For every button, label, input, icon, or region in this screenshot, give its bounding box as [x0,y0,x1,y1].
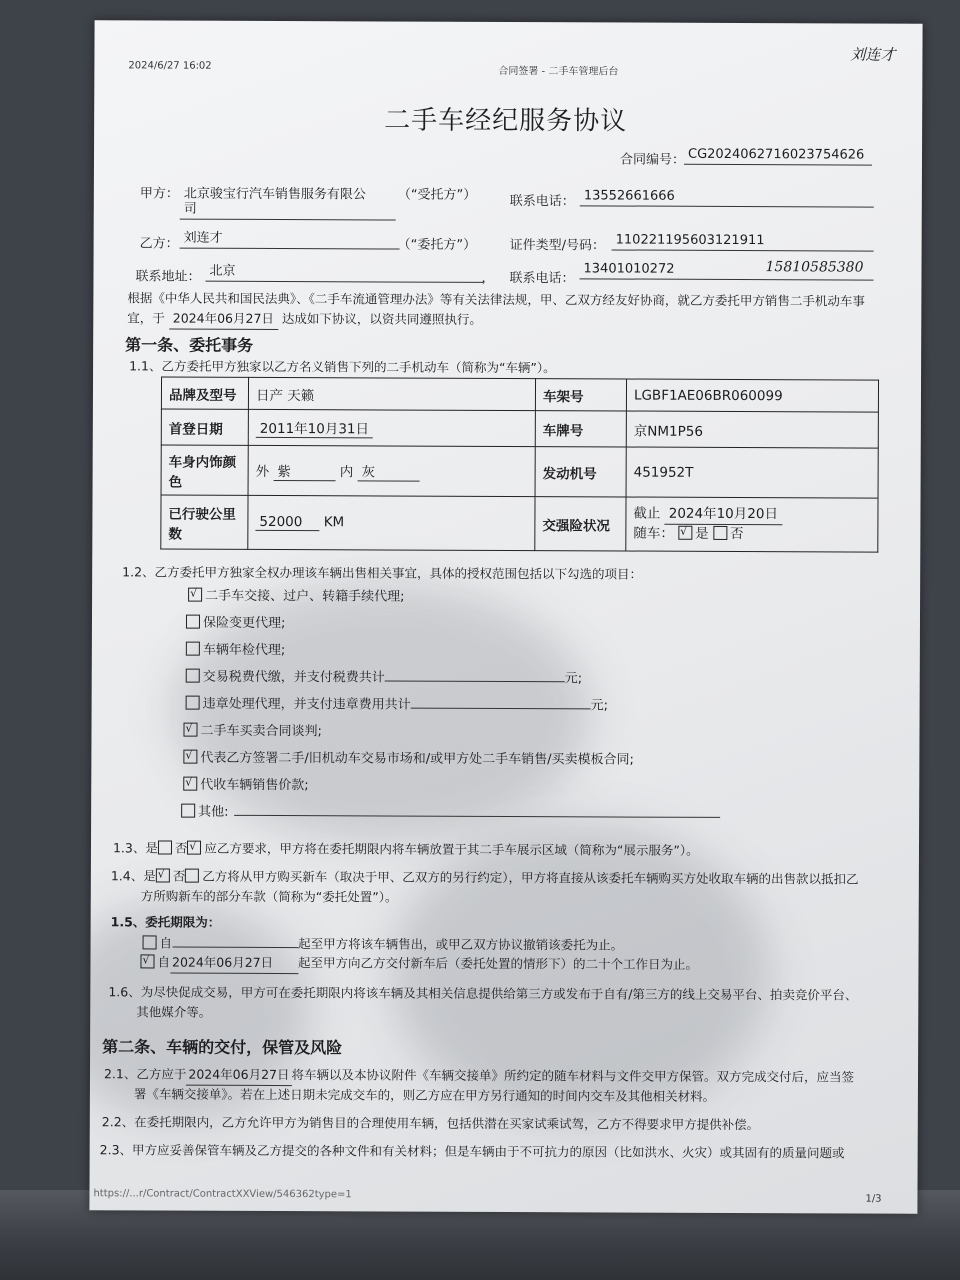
auth-label-5: 违章处理代理，并支付违章费用共计 [202,696,411,713]
party-a-phone: 13552661666 [580,187,874,207]
auth-label-7: 代表乙方签署二手/旧机动车交易市场和/或甲方处二手车销售/买卖模板合同; [200,750,634,768]
vin-label: 车架号 [535,379,626,411]
term-option-1-text: 起至甲方将该车辆售出，或甲乙双方协议撤销该委托为止。 [298,936,624,953]
insurance-no-label: 否 [729,525,744,543]
brand-value: 日产 天籁 [248,377,535,410]
term-option-1-date-blank[interactable] [172,933,298,949]
violation-amount-blank[interactable] [411,694,591,710]
mileage-unit: KM [323,514,345,531]
contract-no: CG2024062716023754626 [684,146,872,166]
engine-label: 发动机号 [535,447,626,497]
party-a-name-line2: 司 [180,201,396,221]
page-number: 1/3 [865,1193,882,1205]
auth-item-9 [181,801,720,822]
mileage-label: 已行驶公里数 [161,495,248,549]
term-option-2-from: 自 [157,954,171,970]
document-title: 二手车经纪服务协议 [384,105,628,137]
auth-label-9: 其他: [198,804,229,820]
section-2-title: 第二条、车辆的交付，保管及风险 [102,1037,343,1058]
party-b-role: （“委托方”） [397,237,477,253]
party-b-name: 刘连才 [180,230,400,250]
party-b-phone-handwritten: 15810585380 [765,259,864,276]
clause-1-4-no-checkbox[interactable] [185,869,199,883]
auth-item-3 [186,639,285,658]
auth-checkbox-7[interactable] [183,750,197,764]
reg-date-label: 首登日期 [161,409,248,445]
party-b-address: 北京 [205,263,483,283]
exterior-color: 紫 [273,460,335,481]
clause-1-3-no-checkbox[interactable] [187,841,201,855]
tax-yuan: 元; [564,671,583,687]
intro-line1: 根据《中华人民共和国民法典》、《二手车流通管理办法》等有关法律法规，甲、乙双方经友好协商，就乙方委托甲方销售二手机动车事 [127,290,865,309]
clause-1-3-num: 1.3、 [112,840,146,856]
handwritten-signature: 刘连才 [850,45,896,64]
clause-1-4-no-label: 否 [172,868,186,884]
mileage-value: 52000 [255,514,319,531]
auth-checkbox-2[interactable] [186,615,200,629]
engine-value: 451952T [626,447,878,498]
intro-line2-post: 达成如下协议，以资共同遵照执行。 [281,311,482,327]
auth-label-2: 保险变更代理; [202,615,286,632]
contract-page [89,20,922,1214]
auth-item-5 [186,693,608,714]
interior-label: 内 [339,464,354,481]
insurance-with-label: 随车： [633,525,674,542]
insurance-until-date: 2024年10月20日 [665,505,782,526]
clause-1-5-title: 1.5、委托期限为： [110,914,221,930]
party-b-label: 乙方： [139,236,179,252]
auth-item-4 [186,666,582,687]
agreement-date: 2024年06月27日 [169,309,278,330]
auth-item-2 [186,612,285,631]
term-option-2-date: 2024年06月27日 [170,953,298,975]
auth-checkbox-9[interactable] [181,804,195,818]
vin-value: LGBF1AE06BR060099 [626,379,878,412]
brand-label: 品牌及型号 [161,377,248,409]
clause-2-3: 2.3、甲方应妥善保管车辆及乙方提交的各种文件和有关材料；但是车辆由于不可抗力的原因（比如洪水、火灾）或其固有的质量问题或 [99,1142,845,1161]
insurance-yes-checkbox[interactable] [678,526,692,540]
insurance-label: 交强险状况 [535,497,626,551]
vehicle-info-table [160,376,879,552]
party-a-label: 甲方： [139,186,179,202]
reg-date-value: 2011年10月31日 [256,417,373,439]
plate-label: 车牌号 [535,411,626,447]
auth-label-1: 二手车交接、过户、转籍手续代理; [205,588,405,605]
party-a-role: （“受托方”） [397,187,477,203]
insurance-no-checkbox[interactable] [713,526,727,540]
party-b-id-label: 证件类型/号码： [509,238,606,254]
clause-1-6-line1: 1.6、为尽快促成交易，甲方可在委托期限内将该车辆及其相关信息提供给第三方或发布于自有/第三方的线上交易平台、拍卖竞价平台、 [108,984,858,1003]
auth-checkbox-3[interactable] [186,642,200,656]
term-option-2-text: 起至甲方向乙方交付新车后（委托处置的情形下）的二十个工作日为止。 [297,955,699,972]
interior-color: 灰 [357,460,419,481]
auth-checkbox-4[interactable] [186,669,200,683]
footer-url: https://...r/Contract/ContractXXView/546362type=1 [93,1188,352,1201]
clause-1-3 [113,838,699,861]
section-1-title: 第一条、委托事务 [125,335,254,355]
print-date: 2024/6/27 16:02 [128,60,212,72]
other-blank[interactable] [235,801,721,818]
auth-item-6 [183,720,321,740]
color-label: 车身内饰颜色 [161,445,248,495]
auth-label-6: 二手车买卖合同谈判; [200,723,322,740]
term-option-1-from: 自 [159,935,173,951]
contract-no-label: 合同编号： [619,152,686,168]
insurance-until-label: 截止 [633,505,661,522]
term-option-2-checkbox[interactable] [140,954,154,968]
print-header-title: 合同签署 - 二手车管理后台 [498,65,619,78]
clause-1-3-text: 应乙方要求，甲方将在委托期限内将车辆放置于其二手车展示区域（简称为“展示服务”）。 [204,840,699,858]
party-b-phone-label: 联系电话： [509,271,575,287]
term-option-2 [140,952,698,975]
party-b-address-label: 联系地址： [135,269,201,285]
party-b-id: 110221195603121911 [612,231,874,251]
clause-1-4-line2: 方所购新车的部分车款（简称为“委托处置”）。 [140,888,398,905]
clause-1-2: 1.2、乙方委托甲方独家全权办理该车辆出售相关事宜，具体的授权范围包括以下勾选的项目： [122,564,643,582]
plate-value: 京NM1P56 [626,411,878,448]
clause-1-6-line2: 其他媒介等。 [136,1004,212,1020]
party-a-phone-label: 联系电话： [509,194,575,210]
violation-yuan: 元; [590,698,609,714]
auth-item-8 [183,774,308,794]
clause-2-1-pre: 2.1、乙方应于 [103,1066,187,1082]
auth-checkbox-1[interactable] [188,588,202,602]
delivery-date: 2024年06月27日 [186,1065,291,1086]
insurance-yes-label: 是 [695,525,709,542]
tax-amount-blank[interactable] [385,666,565,682]
term-option-1-checkbox[interactable] [143,935,157,949]
auth-label-8: 代收车辆销售价款; [200,777,309,794]
clause-1-4-num: 1.4、 [110,868,144,884]
auth-label-4: 交易税费代缴，并支付税费共计 [202,669,385,686]
clause-1-3-yes-checkbox[interactable] [158,840,172,854]
auth-checkbox-8[interactable] [183,777,197,791]
intro-line2-pre: 宜，于 [127,310,165,326]
party-b-phone: 13401010272 [579,260,873,280]
auth-item-1 [188,585,404,605]
clause-1-3-yes-label: 是 [145,840,158,856]
auth-checkbox-5[interactable] [186,696,200,710]
clause-2-1-line2: 署《车辆交接单》。若在上述日期未完成交车的，则乙方应在甲方另行通知的时间内交车及其他相关材料。 [133,1086,716,1104]
auth-item-7 [183,747,634,768]
exterior-label: 外 [255,463,270,480]
party-a-name-line1: 北京骏宝行汽车销售服务有限公 [183,186,366,203]
clause-1-4-yes-label: 是 [143,868,156,884]
clause-1-4-line1: 乙方将从甲方购买新车（取决于甲、乙双方的另行约定），甲方将直接从该委托车辆购买方处收取车辆的出售款以抵扣乙 [202,868,859,887]
clause-2-1-post: 将车辆以及本协议附件《车辆交接单》所约定的随车材料与文件交甲方保管。双方完成交付后，应当签 [291,1067,855,1085]
clause-1-3-no-label: 否 [174,840,188,856]
clause-1-1: 1.1、乙方委托甲方独家以乙方名义销售下列的二手机动车（简称为“车辆”）。 [129,358,556,376]
address-comma: ， [481,270,495,286]
clause-2-2: 2.2、在委托期限内，乙方允许甲方为销售目的合理使用车辆，包括供潜在买家试乘试驾，乙方不得要求甲方提供补偿。 [101,1114,760,1133]
auth-label-3: 车辆年检代理; [202,642,286,659]
auth-checkbox-6[interactable] [183,723,197,737]
clause-1-4-yes-checkbox[interactable] [156,868,170,882]
